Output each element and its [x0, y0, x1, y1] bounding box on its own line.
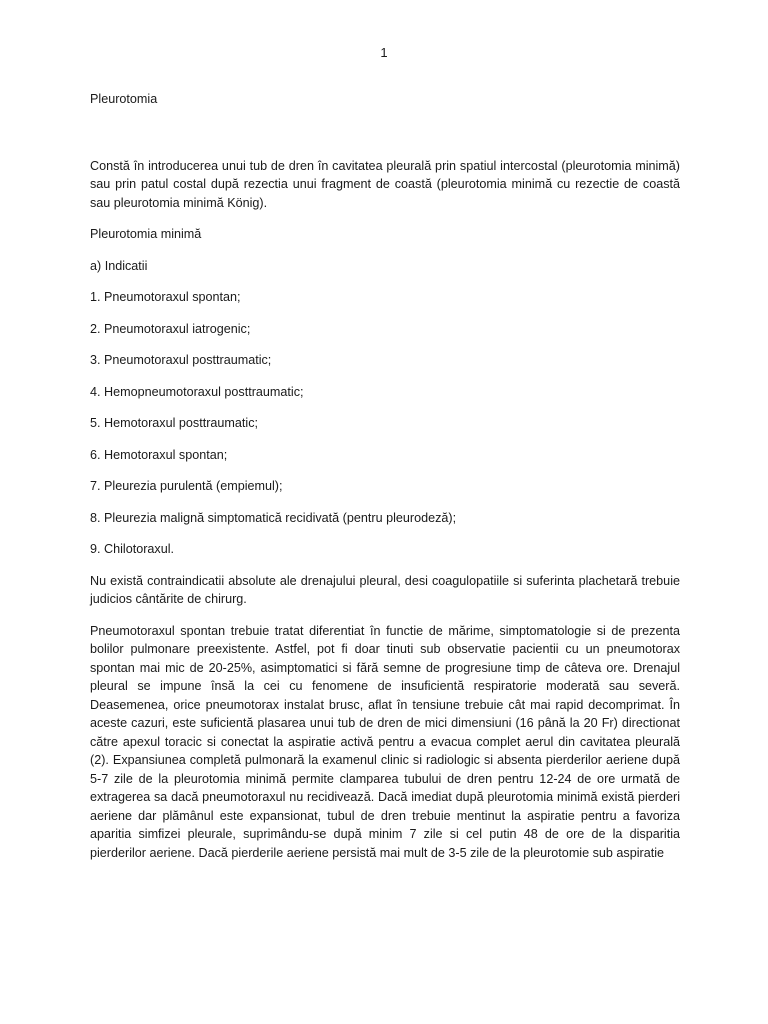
- indication-item: 2. Pneumotoraxul iatrogenic;: [90, 321, 251, 336]
- body-paragraph: Pneumotoraxul spontan trebuie tratat diferentiat în functie de mărime, simptomatologie si de prezenta bolilor pulmonare preexistente. Astfel, pot fi doar tinuti sub observatie pacientii cu un pneumotorax spontan mai mic de 20-25%, asimptomatici si fără semne de progresiune timp de câteva ore. Drenajul pleural se impune însă la cei cu fenomene de insuficientă respiratorie moderată sau severă. Deasemenea, orice pneumotorax instalat brusc, aflat în tensiune trebuie cât mai rapid decomprimat. În aceste cazuri, este suficientă plasarea unui tub de dren de mici dimensiuni (16 până la 20 Fr) directionat către apexul toracic si conectat la aspiratie activă pentru a evacua complet aerul din cavitatea pleurală (2). Expansiunea completă pulmonară la examenul clinic si radiologic si absenta pierderilor aeriene după 5-7 zile de la pleurotomia minimă permite clamparea tubului de dren pentru 12-24 de ore urmată de extragerea sa dacă pneumotoraxul nu recidivează. Dacă imediat după pleurotomia minimă există pierderi aeriene dar plămânul este expansionat, tubul de dren trebuie mentinut la aspiratie pentru a favoriza aparitia simfizei pleurale, suprimându-se după minim 7 zile si cel putin 48 de ore de la disparitia pierderilor aeriene. Dacă pierderile aeriene persistă mai mult de 3-5 zile de la pleurotomie sub aspiratie: [90, 623, 680, 860]
- document-body: [90, 90, 680, 862]
- section-subheading: Pleurotomia minimă: [90, 227, 202, 241]
- indication-item: 5. Hemotoraxul posttraumatic;: [90, 416, 258, 430]
- indication-item: 7. Pleurezia purulentă (empiemul);: [90, 479, 283, 493]
- indication-item: 8. Pleurezia malignă simptomatică recidivată (pentru pleurodeză);: [90, 510, 457, 525]
- indications-heading: a) Indicatii: [90, 258, 148, 273]
- contraindications-paragraph: Nu există contraindicatii absolute ale drenajului pleural, desi coagulopatiile si suferinta plachetară trebuie judicios cântărite de chirurg.: [90, 573, 680, 606]
- indication-item: 6. Hemotoraxul spontan;: [90, 447, 228, 462]
- indication-item: 4. Hemopneumotoraxul posttraumatic;: [90, 384, 304, 399]
- indication-item: 9. Chilotoraxul.: [90, 542, 174, 556]
- indication-item: 3. Pneumotoraxul posttraumatic;: [90, 353, 272, 367]
- indication-item: 1. Pneumotoraxul spontan;: [90, 290, 241, 304]
- page-number: 1: [380, 45, 388, 60]
- document-title: Pleurotomia: [90, 92, 158, 106]
- intro-paragraph: Constă în introducerea unui tub de dren în cavitatea pleurală prin spatiul intercostal (pleurotomia minimă) sau prin patul costal după rezectia unui fragment de coastă (pleurotomia minimă cu rezectie de coastă sau pleurotomia minimă König).: [90, 158, 680, 210]
